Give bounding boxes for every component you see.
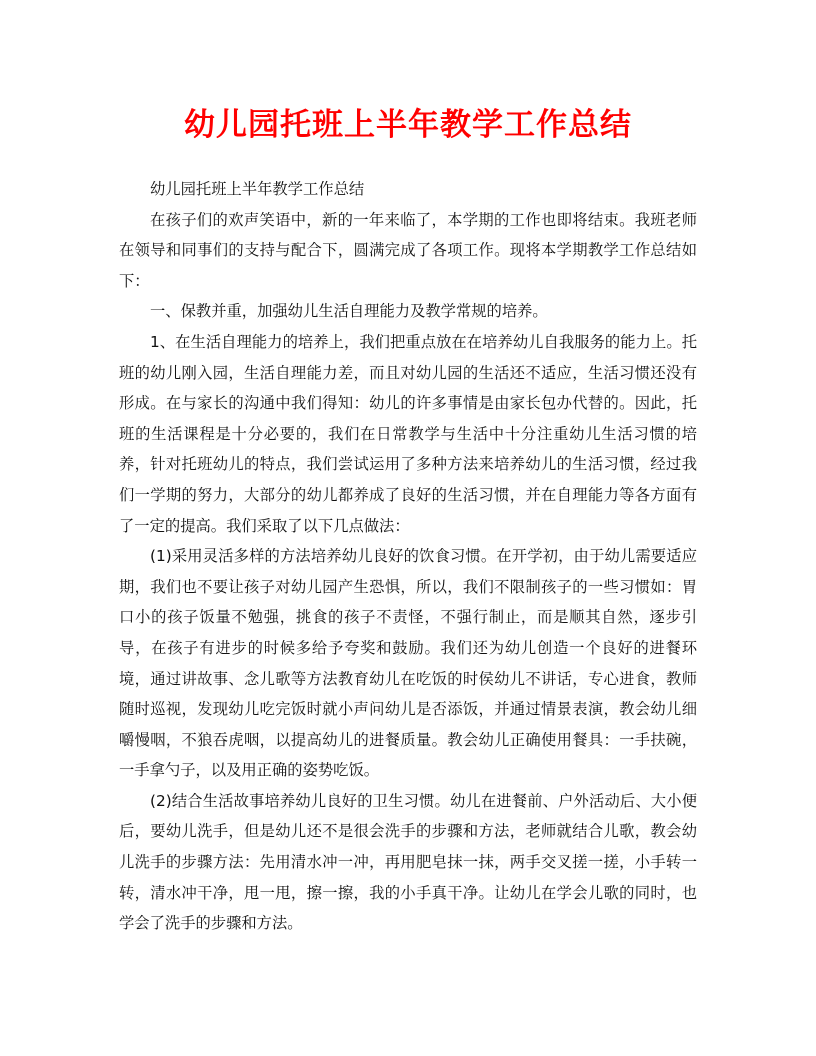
body-paragraph-eating-habits: (1)采用灵活多样的方法培养幼儿良好的饮食习惯。在开学初，由于幼儿需要适应期，我们也不要让孩子对幼儿园产生恐惧，所以，我们不限制孩子的一些习惯如：胃口小的孩子饭量不勉强，挑食的孩子不责怪，不强行制止，而是顺其自然，逐步引导，在孩子有进步的时候多给予夸奖和鼓励。我们还为幼儿创造一个良好的进餐环境，通过讲故事、念儿歌等方法教育幼儿在吃饭的时侯幼儿不讲话，专心进食，教师随时巡视，发现幼儿吃完饭时就小声问幼儿是否添饭，并通过情景表演，教会幼儿细嚼慢咽，不狼吞虎咽，以提高幼儿的进餐质量。教会幼儿正确使用餐具：一手扶碗，一手拿勺子，以及用正确的姿势吃饭。 [119,547,697,780]
body-paragraph-self-care: 1、在生活自理能力的培养上，我们把重点放在在培养幼儿自我服务的能力上。托班的幼儿刚入园，生活自理能力差，而且对幼儿园的生活还不适应，生活习惯还没有形成。在与家长的沟通中我们得知：幼儿的许多事情是由家长包办代替的。因此，托班的生活课程是十分必要的，我们在日常教学与生活中十分注重幼儿生活习惯的培养，针对托班幼儿的特点，我们尝试运用了多种方法来培养幼儿的生活习惯，经过我们一学期的努力，大部分的幼儿都养成了良好的生活习惯，并在自理能力等各方面有了一定的提高。我们采取了以下几点做法： [119,332,697,535]
document-body [119,174,697,939]
body-paragraph-hygiene-habits: (2)结合生活故事培养幼儿良好的卫生习惯。幼儿在进餐前、户外活动后、大小便后，要幼儿洗手，但是幼儿还不是很会洗手的步骤和方法，老师就结合儿歌，教会幼儿洗手的步骤方法：先用清水冲一冲，再用肥皂抹一抹，两手交叉搓一搓，小手转一转，清水冲干净，甩一甩，擦一擦，我的小手真干净。让幼儿在学会儿歌的同时，也学会了洗手的步骤和方法。 [119,791,697,933]
body-paragraph-intro: 在孩子们的欢声笑语中，新的一年来临了，本学期的工作也即将结束。我班老师在领导和同事们的支持与配合下，圆满完成了各项工作。现将本学期教学工作总结如下： [119,210,697,290]
body-paragraph-subtitle: 幼儿园托班上半年教学工作总结 [150,180,365,198]
body-paragraph-section-heading: 一、保教并重，加强幼儿生活自理能力及教学常规的培养。 [150,302,548,321]
document-title: 幼儿园托班上半年教学工作总结 [184,107,632,143]
